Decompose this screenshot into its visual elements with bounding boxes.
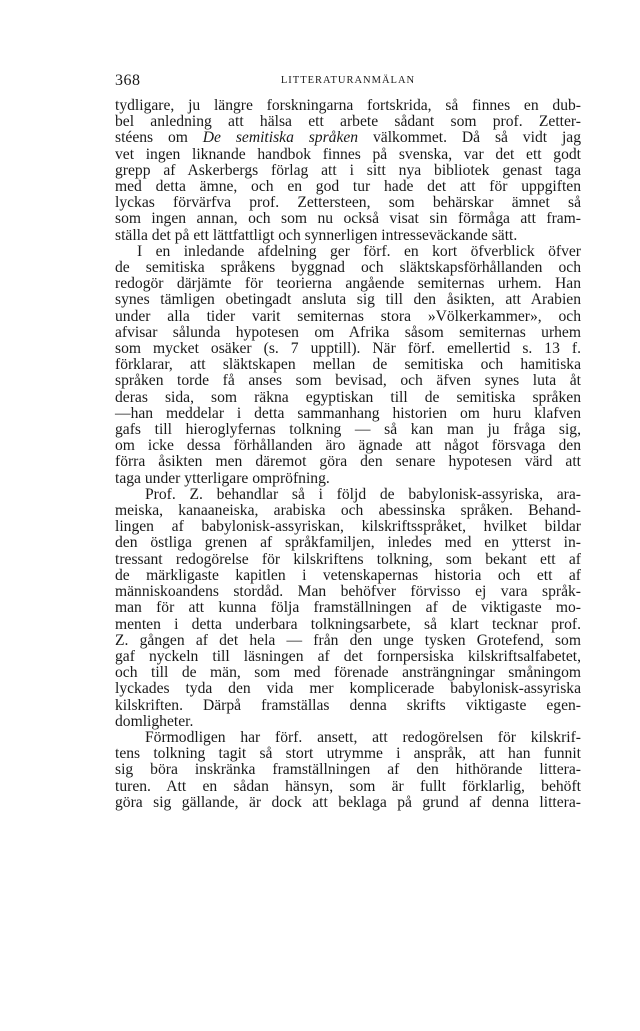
text-line: de märkligaste kapitlen i vetenskapernas historia och ett af — [115, 566, 581, 584]
text-line: tens tolkning tagit så stort utrymme i anspråk, att han funnit — [115, 745, 581, 763]
text-line: man för att kunna följa framställningen af de viktigaste mo- — [115, 599, 581, 617]
text-line: lyckades tyda den vida mer komplicerade babylonisk-assyriska — [115, 680, 581, 698]
text-fragment: välkommet. Då så vidt jag — [358, 129, 581, 147]
page-number: 368 — [115, 72, 141, 89]
text-line: kilskriften. Därpå framställas denna skrifts viktigaste egen- — [115, 696, 581, 714]
text-line: redogör därjämte för teorierna angående semiternas urhem. Han — [115, 275, 581, 293]
text-line: tressant redogörelse för kilskriftens tolkning, som bekant ett af — [115, 550, 581, 568]
text-line: menten i detta underbara tolkningsarbete, så klart tecknar prof. — [115, 615, 581, 633]
text-line: taga under ytterligare ompröfning. — [115, 469, 330, 487]
text-line: de semitiska språkens byggnad och släktskapsförhållanden och — [115, 259, 581, 277]
text-line: vet ingen liknande handbok finnes på svenska, var det ett godt — [115, 145, 581, 163]
text-line: —han meddelar i detta sammanhang historien om huru klafven — [115, 404, 581, 422]
text-line: domligheter. — [115, 712, 194, 730]
text-line: som mycket osäker (s. 7 upptill). När förf. emellertid s. 13 f. — [115, 340, 581, 358]
text-line: förra åsikten men däremot göra den senare hypotesen värd att — [115, 453, 581, 471]
text-line: lyckas förvärfva prof. Zettersteen, som behärskar ämnet så — [115, 194, 581, 212]
text-line: och till de män, som med förenade ansträngningar småningom — [115, 664, 581, 682]
running-title: LITTERATURANMÄLAN — [280, 75, 416, 86]
text-fragment: stéens om — [115, 129, 203, 147]
text-line: förklarar, att släktskapen mellan de semitiska och hamitiska — [115, 356, 581, 374]
text-line: den östliga grenen af språkfamiljen, inledes med en ytterst in- — [115, 534, 581, 552]
text-line: om icke dessa förhållanden äro ägnade att något försvaga den — [115, 437, 581, 455]
text-line: människoandens stordåd. Man behöfver förvisso ej vara språk- — [115, 583, 581, 601]
text-line — [115, 130, 581, 146]
page-header — [115, 72, 581, 92]
body-text — [115, 98, 581, 811]
text-line: meiska, kanaaneiska, arabiska och abessinska språken. Behand- — [115, 502, 581, 520]
text-line: synes tämligen obetingadt ansluta sig till den åsikten, att Arabien — [115, 291, 581, 309]
text-line: med detta ämne, och en god tur hade det att för uppgiften — [115, 178, 581, 196]
text-line: ställa det på ett lättfattligt och synnerligen intresseväckande sätt. — [115, 226, 518, 244]
text-line: bel anledning att hälsa ett arbete sådant som prof. Zetter- — [115, 113, 581, 131]
text-line: göra sig gällande, är dock att beklaga på grund af denna littera- — [115, 793, 581, 811]
text-line: gaf nyckeln till läsningen af det fornpersiska kilskriftsalfabetet, — [115, 647, 581, 665]
text-line: Z. gången af det hela — från den unge tysken Grotefend, som — [115, 631, 581, 649]
text-line: Förmodligen har förf. ansett, att redogörelsen för kilskrif- — [145, 728, 581, 746]
text-line: gafs till hieroglyfernas tolkning — så kan man ju fråga sig, — [115, 421, 581, 439]
text-line: som ingen annan, och som nu också visat sin förmåga att fram- — [115, 210, 581, 228]
text-line: språken torde få anses som bevisad, och äfven synes luta åt — [115, 372, 581, 390]
book-title: De semitiska språken — [202, 129, 359, 147]
text-line: afvisar sålunda hypotesen om Afrika såsom semiternas urhem — [115, 323, 581, 341]
text-line: under alla tider varit semiternas stora »Völkerkammer», och — [115, 307, 581, 325]
text-line: sig böra inskränka framställningen af den hithörande littera- — [115, 761, 581, 779]
text-line: lingen af babylonisk-assyriskan, kilskriftsspråket, hvilket bildar — [115, 518, 581, 536]
text-line: turen. Att en sådan hänsyn, som är fullt förklarlig, behöft — [115, 777, 581, 795]
text-line: I en inledande afdelning ger förf. en kort öfverblick öfver — [137, 242, 581, 260]
text-line: grepp af Askerbergs förlag att i sitt nya bibliotek genast taga — [115, 161, 581, 179]
text-line: Prof. Z. behandlar så i följd de babylonisk-assyriska, ara- — [145, 485, 581, 503]
text-line: deras sida, som räkna egyptiskan till de semitiska språken — [115, 388, 581, 406]
text-line: tydligare, ju längre forskningarna fortskrida, så finnes en dub- — [115, 97, 581, 114]
